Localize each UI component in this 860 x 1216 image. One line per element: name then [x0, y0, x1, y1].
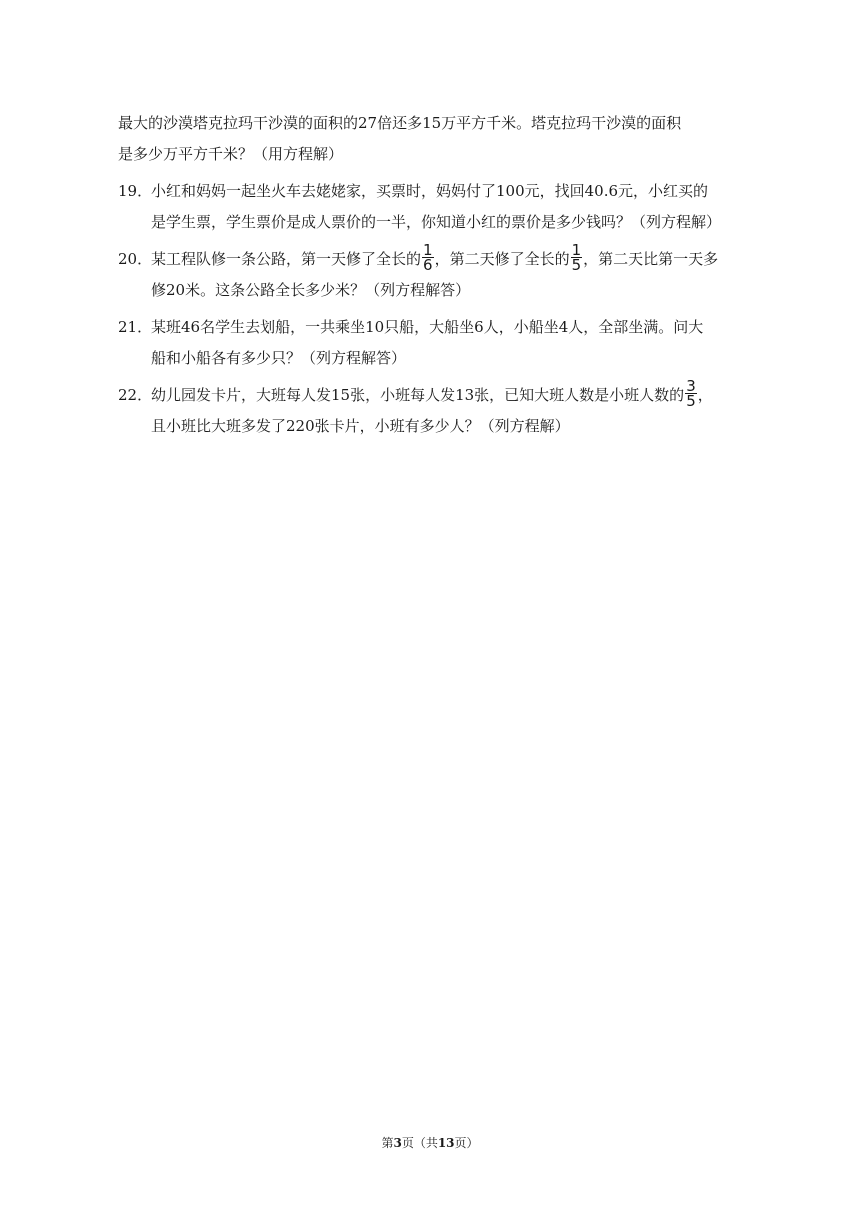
footer-prefix: 第 [381, 1136, 394, 1150]
footer-suffix: 页） [454, 1136, 479, 1150]
footer-total-pages: 13 [437, 1136, 455, 1150]
page-footer [0, 1134, 860, 1151]
problem-number: 20． [118, 250, 153, 268]
problem-text-line: 最大的沙漠塔克拉玛干沙漠的面积的27倍还多15万平方千米。塔克拉玛干沙漠的面积 [118, 114, 682, 132]
problem-number: 22． [118, 386, 153, 404]
problem-text-segment: ， [697, 386, 713, 404]
fraction [685, 376, 697, 410]
problem-20 [118, 240, 738, 306]
problem-text-line: 是多少万平方千米？（用方程解） [118, 145, 344, 163]
fraction-denominator: 5 [686, 391, 696, 410]
problem-text-segment: ，第二天比第一天多 [583, 250, 719, 268]
fraction-denominator: 6 [423, 255, 433, 274]
fraction [571, 240, 583, 274]
problem-text-line: 小红和妈妈一起坐火车去姥姥家，买票时，妈妈付了100元，找回40.6元，小红买的 [151, 182, 709, 200]
problem-text-segment: 幼儿园发卡片，大班每人发15张，小班每人发13张，已知大班人数是小班人数的 [151, 386, 685, 404]
fraction [422, 240, 434, 274]
problem-text-segment: 某工程队修一条公路，第一天修了全长的 [151, 250, 422, 268]
problem-number: 21． [118, 318, 153, 336]
fraction-numerator: 1 [423, 240, 433, 259]
fraction-denominator: 5 [571, 255, 582, 274]
problem-22 [118, 376, 738, 442]
problem-19 [118, 176, 738, 238]
problem-text-segment: ，第二天修了全长的 [434, 250, 570, 268]
problem-text-line: 船和小船各有多少只？（列方程解答） [151, 349, 407, 367]
fraction-numerator: 1 [571, 240, 582, 259]
problem-number: 19． [118, 182, 153, 200]
problem-21 [118, 312, 738, 374]
problem-list [118, 108, 738, 448]
problem-text-line: 某班46名学生去划船，一共乘坐10只船，大船坐6人，小船坐4人，全部坐满。问大 [151, 318, 704, 336]
footer-middle: 页（共 [401, 1136, 438, 1150]
problem-text-line: 且小班比大班多发了220张卡片，小班有多少人？（列方程解） [151, 417, 570, 435]
problem-text-line: 是学生票，学生票价是成人票价的一半，你知道小红的票价是多少钱吗？（列方程解） [151, 213, 722, 231]
problem-text-line: 修20米。这条公路全长多少米？（列方程解答） [151, 281, 471, 299]
footer-page-number: 3 [393, 1136, 402, 1150]
problem-18-continuation [118, 108, 738, 170]
fraction-numerator: 3 [686, 376, 696, 395]
